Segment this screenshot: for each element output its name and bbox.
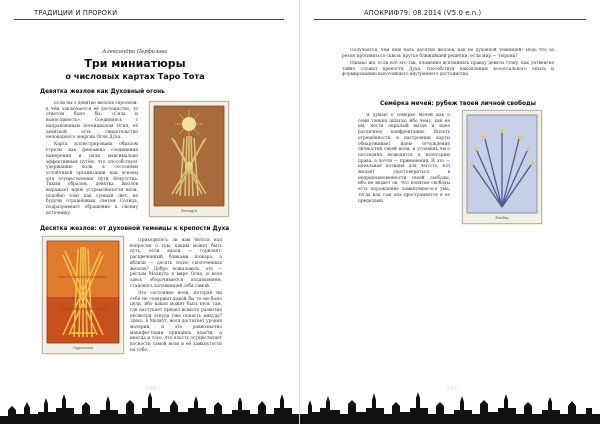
paragraph: Приходилось ли вам биться над вопросом о том, каким может быть путь, если вдали — горизонт, расцвеченный бликами пожара, а вблизи — десять тесно сколоченных жезлов? Добро пожаловать, это — реглам Малкута в мире Огня, и воля здесь оборачивается подавлением, становясь заложницей себя самой. <box>130 238 222 289</box>
paragraph: Это состояние воли, которая ни себя не содержит какой бы то ни было цели, ибо какая может быть цель там, где наступает предел всякого развития несмотря откуда уже попасть никуда? Здесь, в Малкут, воля достигает уровня материи, и это равнозначно манифестации принципа власти, а иногда и того, что власть осуществляет косности самой воли и её замкнутости на себе. <box>130 290 222 353</box>
nine-of-wands-illustration <box>150 102 228 216</box>
section2-text <box>130 238 222 366</box>
right-page <box>300 0 600 424</box>
city-skyline-right <box>300 388 600 424</box>
paragraph: Получается, чем ищё быть десятки жезлов, как не духовной темницей? Ведь что за резон противиться сквозь прутья ближайшей решётки, если мир — тюрьма? <box>342 48 554 59</box>
tarot-card-nine-of-wands <box>149 101 229 217</box>
tarot-card-ten-of-wands <box>42 236 124 354</box>
city-skyline-left <box>0 388 300 424</box>
header-rule-left <box>14 19 284 20</box>
header-rule-right <box>314 19 586 20</box>
card-label: Oppression <box>72 346 94 350</box>
article-author: Александра Перфилова <box>102 49 168 55</box>
section-heading-seven-of-swords: Семёрка мечей: рубеж твоей личной свободы <box>380 101 536 107</box>
article-subtitle: о числовых картах Таро Тота <box>65 71 205 81</box>
article-title: Три миниатюры <box>84 57 186 70</box>
paragraph: Однако же, если всё это так, пламенно вспоминать правду девяти стоку, как унтвенгне тайно служит крепости Духа, способствуя накоплению колоссального опыта и формированию высочайшего внутреннего достоинства. <box>342 60 554 78</box>
section-heading-ten-of-wands: Десятка жезлов: от духовной темницы к крепости Духа <box>40 226 230 232</box>
running-head-right: АПОКРИФ79: 08.2014 (Ѵ5.0 e.n.) <box>364 9 482 17</box>
paragraph: Я думаю о семёрке мечей как о семи тонких шпагах, ибо чему, как не им, нести окрылый вызов и идея различное конфронтации. Вплоть отрешённости в настроении карты обнаруживает идею отчуждения личностей своей воли, в условиях чего последняя возводится в категорию права, а почти — применения. И это — идеальная позиция для чего-то, кто желает удостовериться в непринокновенности своей свободы, ибо не ведает он, что понятие свободы есть порождение замкнувшегося ума, тогда как сам она пространяется в ее пределами. <box>358 113 450 204</box>
paragraph: Карта иллюстрирована образом стрелы как феномена соединения намерения и цели максимально эффективным путём, что способствует удержанию воли в состоянии устойчивой организации как основы для осуществления пути Искусства. Таким образом, девятка жезлов выражает идею устремлённости воли, подобно тому как лунный свет, не будучи отражённым светом Солнца, подразумевает обращение к своему источнику. <box>46 142 138 216</box>
card-label: Futility <box>495 216 509 220</box>
paragraph: Если бы о девятке жезлов спросили, в чём заключается её достоинство, то ответом было бы: «Сила и выносливость». Соединяясь с направленным потенциалом Огня, её девяткой есть свидетельство непокорного энергии Огня Духа. <box>46 101 138 141</box>
ten-of-wands-illustration <box>43 237 123 353</box>
seven-of-swords-illustration <box>463 111 541 223</box>
section3-text <box>358 113 450 213</box>
page-number-right: 181 <box>446 386 458 392</box>
card-label: Strength <box>180 209 198 213</box>
section1-text <box>46 101 138 219</box>
page-number-left: 180 <box>145 386 157 392</box>
tarot-card-seven-of-swords <box>462 110 542 224</box>
section-heading-nine-of-wands: Девятка жезлов как Духовный огонь <box>40 89 165 95</box>
running-head-left: ТРАДИЦИИ И ПРОРОКИ <box>34 9 118 17</box>
